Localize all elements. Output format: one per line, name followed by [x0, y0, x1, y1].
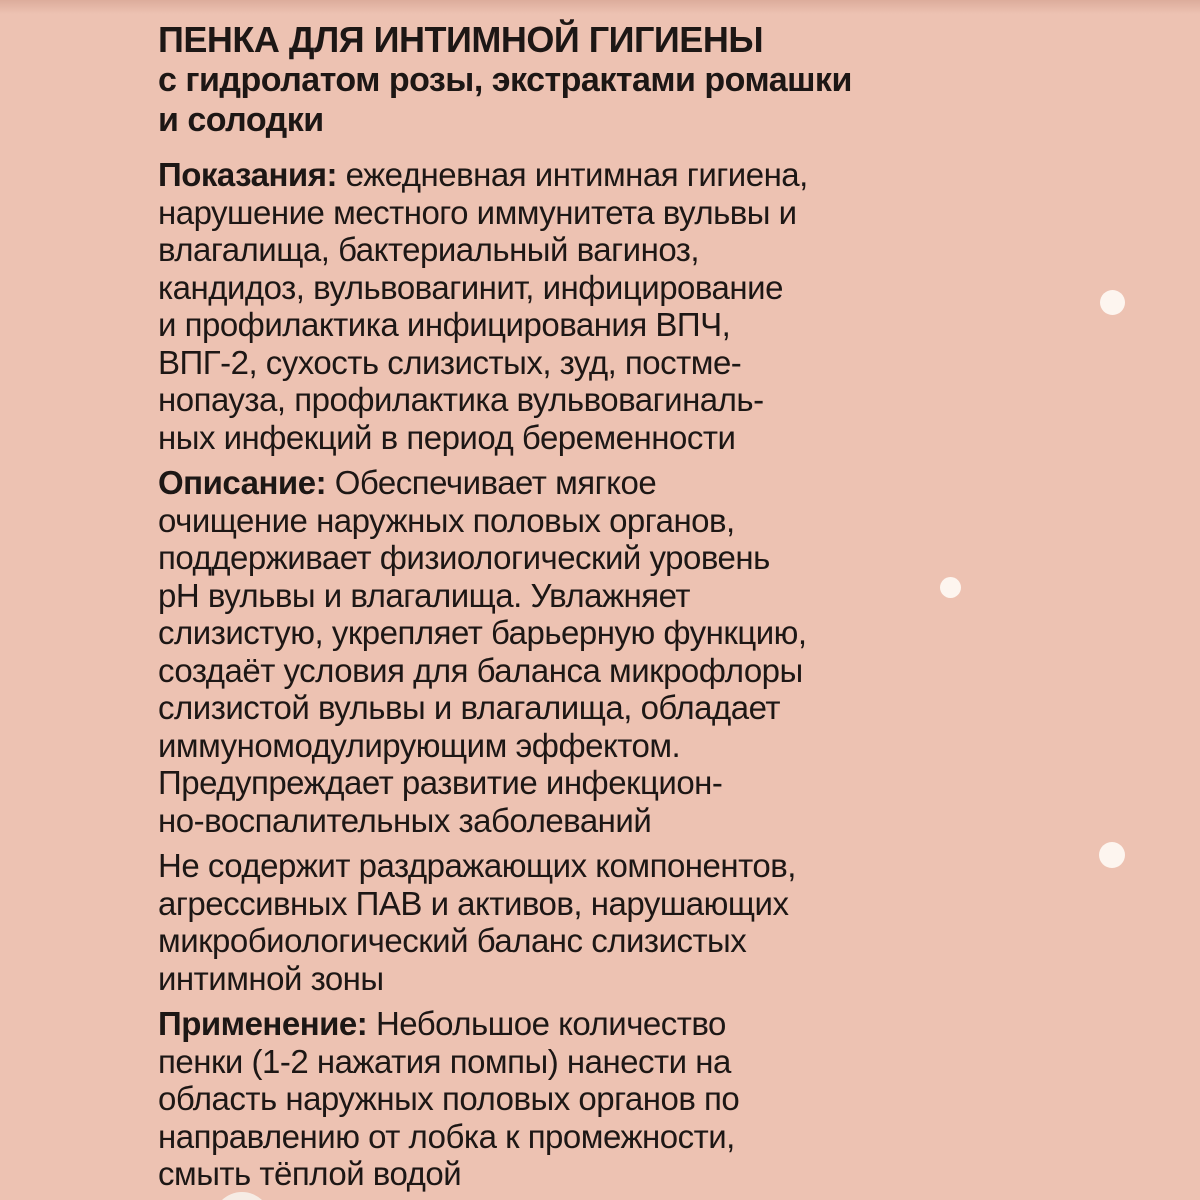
paragraph-description: Описание: Обеспечивает мягкое очищение наружных половых органов, поддерживает физиологический уровень pH вульвы и влагалища. Увлажняет слизистую, укрепляет барьерную функцию, создаёт условия для баланса микрофлоры слизистой вульвы и влагалища, обладает иммуномодулирующим эффектом. Предупреждает развитие инфекцион- но-воспалительных заболеваний [158, 464, 807, 839]
paragraph-lead: Применение: [158, 1005, 368, 1042]
decor-dot-bottom [1099, 842, 1125, 868]
paragraph-free-from-note: Не содержит раздражающих компонентов, агрессивных ПАВ и активов, нарушающих микробиологический баланс слизистых интимной зоны [158, 847, 796, 997]
top-shade [0, 0, 1200, 14]
product-subtitle [158, 60, 1018, 140]
title-block [158, 20, 1018, 140]
paragraph-application: Применение: Небольшое количество пенки (1-2 нажатия помпы) нанести на область наружных половых органов по направлению от лобка к промежности, смыть тёплой водой [158, 1005, 740, 1192]
description-paragraphs [158, 156, 1018, 1193]
paragraph-lead: Показания: [158, 156, 337, 193]
decor-dot-top [1100, 290, 1125, 315]
paragraph-lead: Описание: [158, 464, 327, 501]
decor-dot-middle [940, 577, 961, 598]
product-subtitle-line-2: и солодки [158, 101, 324, 139]
paragraph-indications: Показания: ежедневная интимная гигиена, нарушение местного иммунитета вульвы и влагалища, бактериальный вагиноз, кандидоз, вульвовагинит, инфицирование и профилактика инфицирования ВПЧ, ВПГ-2, сухость слизистых, зуд, постме- нопауза, профилактика вульвовагиналь- ных инфекций в период беременности [158, 156, 808, 456]
product-subtitle-line-1: с гидролатом розы, экстрактами ромашки [158, 61, 852, 99]
description-content [158, 20, 1018, 1200]
product-title: ПЕНКА ДЛЯ ИНТИМНОЙ ГИГИЕНЫ [158, 19, 764, 60]
